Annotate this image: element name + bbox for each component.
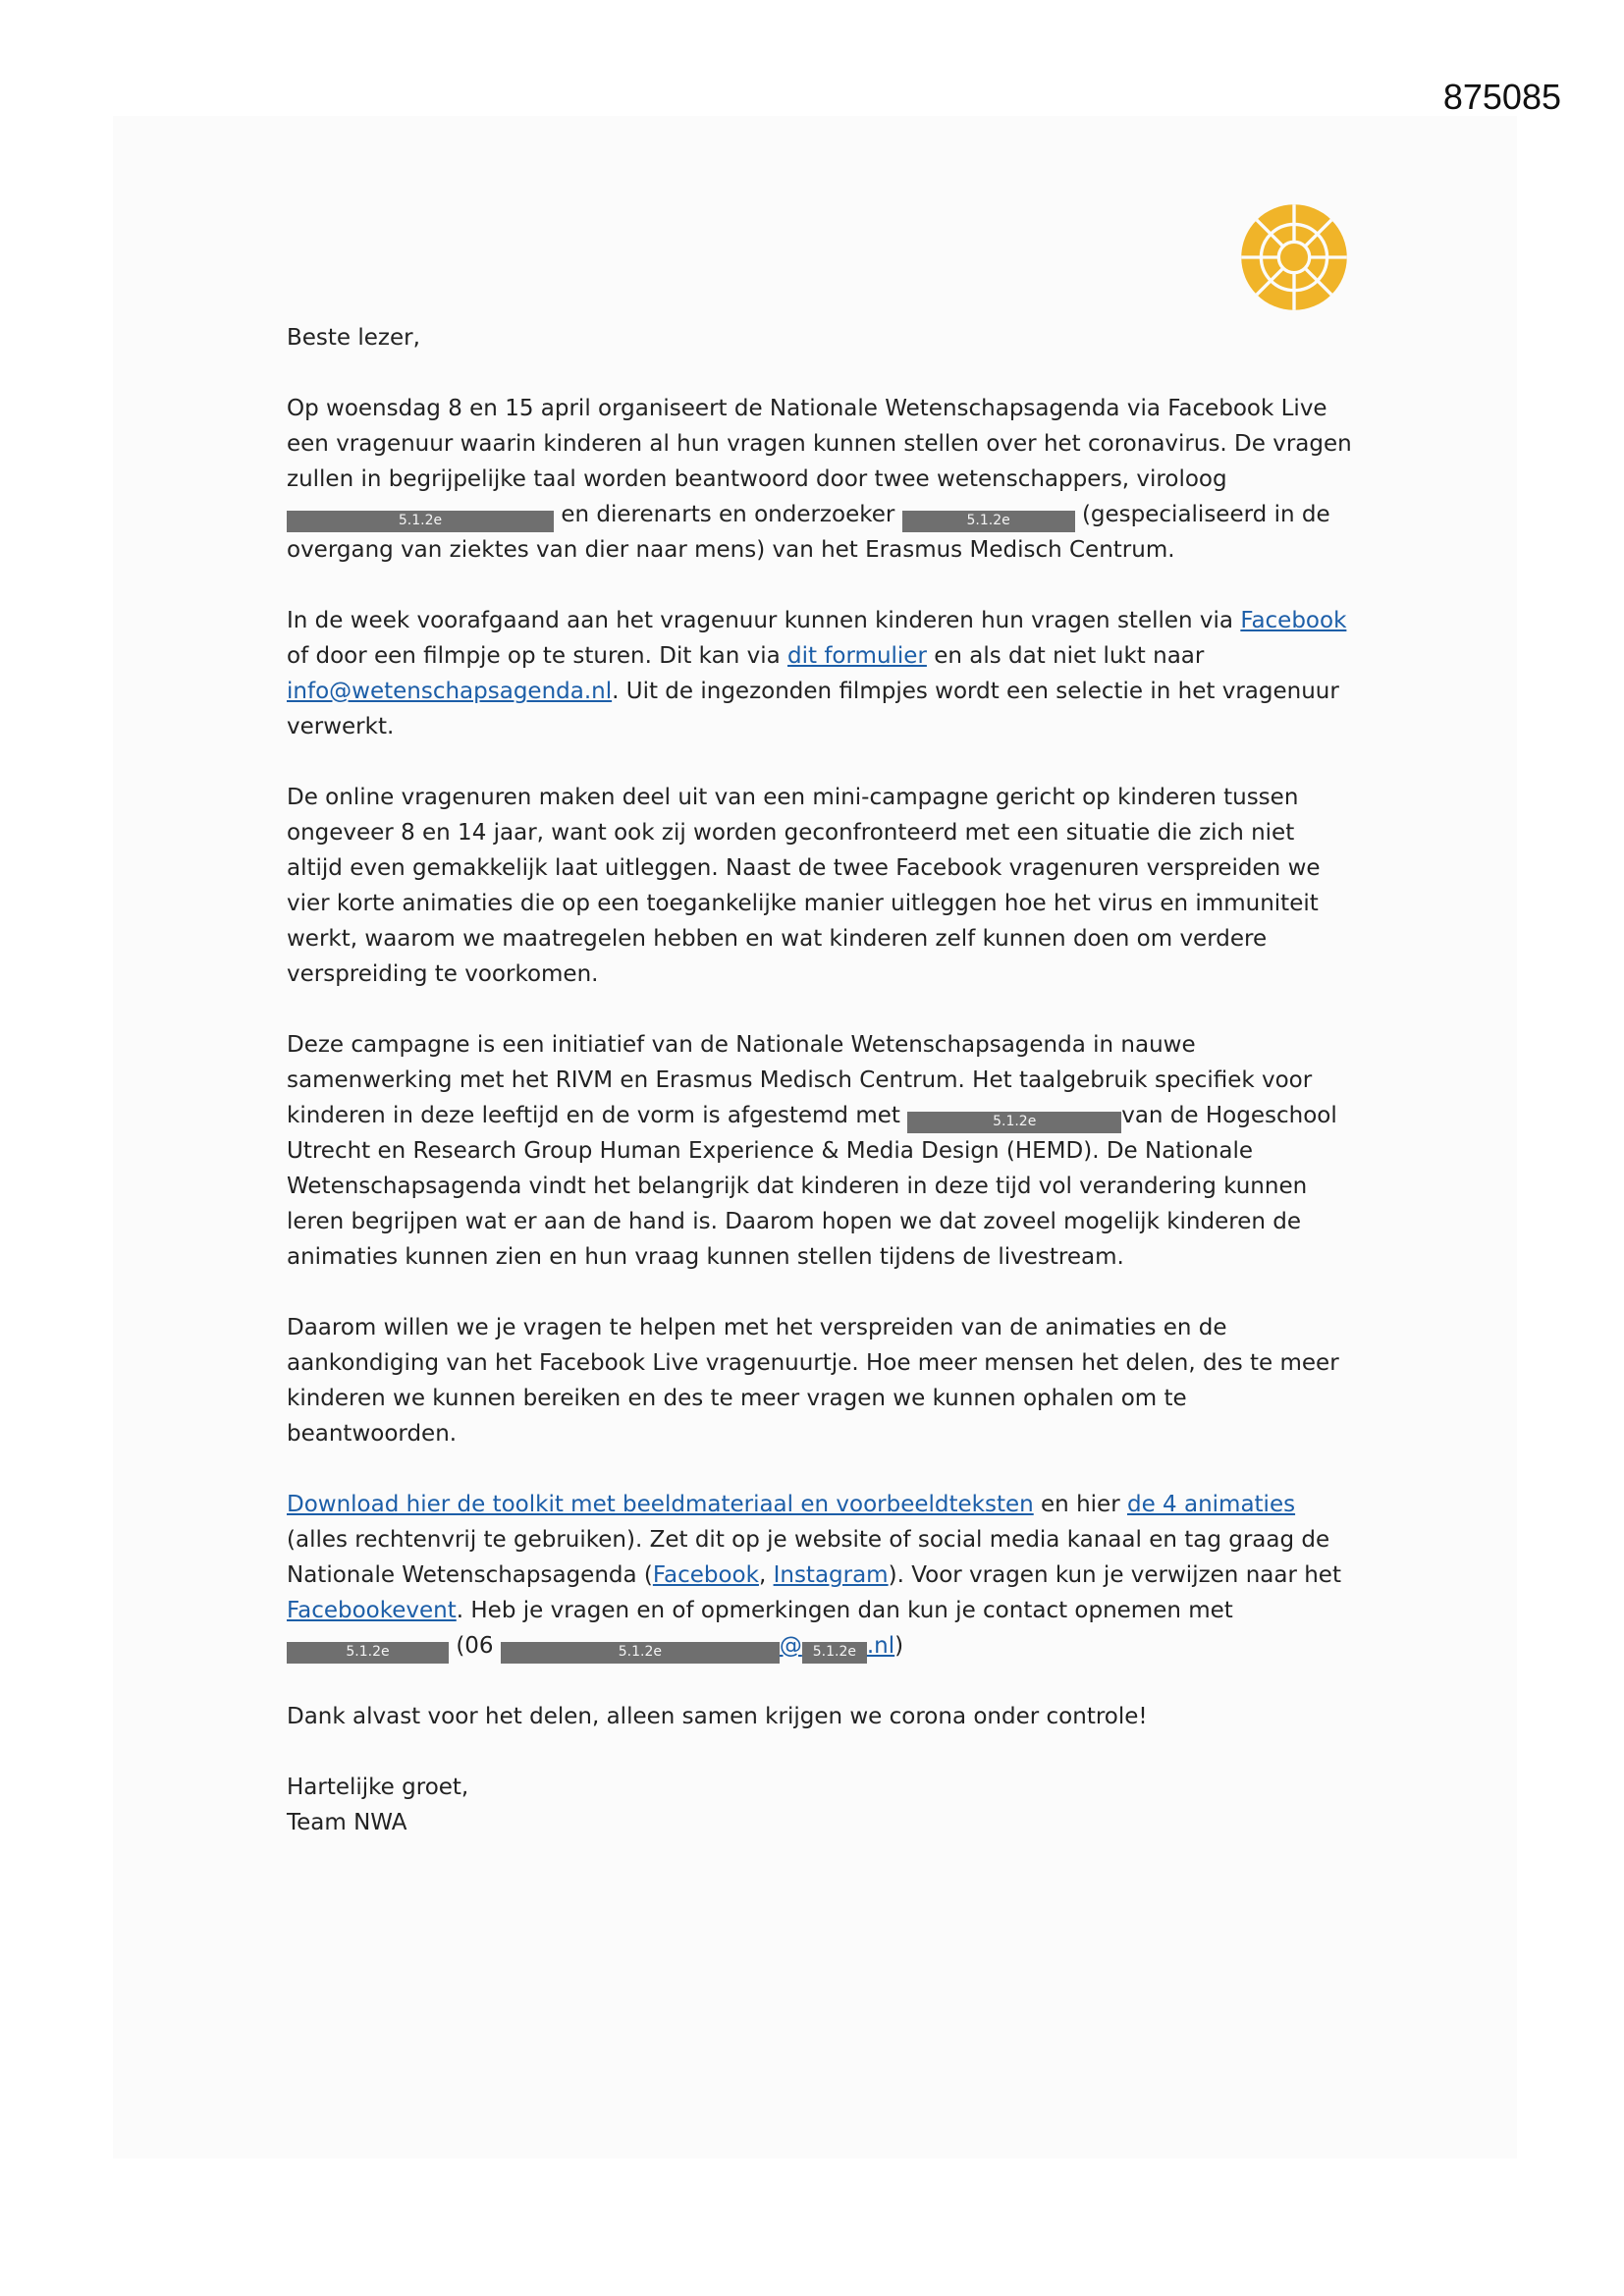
paragraph-toolkit — [287, 1487, 1357, 1664]
paragraph-campaign: De online vragenuren maken deel uit van een mini-campagne gericht op kinderen tussen ongeveer 8 en 14 jaar, want ook zij worden geconfronteerd met een situatie die zich niet altijd even gemakkelijk laat uitleggen. Naast de twee Facebook vragenuren verspreiden we vier korte animaties die op een toegankelijke manier uitleggen hoe het virus en immuniteit werkt, waarom we maatregelen hebben en wat kinderen zelf kunnen doen om verdere verspreiding te voorkomen. — [287, 785, 1321, 987]
email-domain: .nl — [866, 1633, 895, 1659]
facebook-event-link[interactable]: Facebookevent — [287, 1598, 457, 1623]
redaction-box: 5.1.2e — [902, 511, 1075, 532]
paragraph-text: . Heb je vragen en of opmerkingen dan kun je contact opnemen met — [456, 1598, 1233, 1623]
paragraph-initiative — [287, 1027, 1357, 1275]
redaction-box: 5.1.2e — [907, 1112, 1121, 1133]
paragraph-text: of door een filmpje op te sturen. Dit kan via — [287, 643, 781, 669]
paragraph-text: en dierenarts en onderzoeker — [561, 502, 895, 527]
paragraph-text: In de week voorafgaand aan het vragenuur kunnen kinderen hun vragen stellen via — [287, 608, 1234, 633]
paragraph-text: en hier — [1041, 1492, 1120, 1517]
paragraph-questions — [287, 603, 1357, 744]
paragraph-text: (alles rechtenvrij te gebruiken). Zet dit op je website of social media kanaal en tag graag de Nationale Wetenschapsagenda ( — [287, 1527, 1330, 1588]
redaction-box: 5.1.2e — [287, 1642, 449, 1664]
paragraph-text: ). Voor vragen kun je verwijzen naar het — [888, 1562, 1341, 1588]
redaction-box: 5.1.2e — [501, 1642, 780, 1664]
paragraph-text: en als dat niet lukt naar — [934, 643, 1205, 669]
paragraph-text: , — [758, 1562, 767, 1588]
greeting: Beste lezer, — [287, 325, 420, 351]
document-number: 875085 — [1442, 77, 1561, 117]
paragraph-announcement — [287, 391, 1357, 568]
nwa-facebook-link[interactable]: Facebook — [652, 1562, 759, 1588]
toolkit-download-link[interactable]: Download hier de toolkit met beeldmateriaal en voorbeeldteksten — [287, 1492, 1034, 1517]
paragraph-text: Op woensdag 8 en 15 april organiseert de Nationale Wetenschapsagenda via Facebook Live een vragenuur waarin kinderen al hun vragen kunnen stellen over het coronavirus. De vragen zullen in begrijpelijke taal worden beantwoord door twee wetenschappers, viroloog — [287, 396, 1352, 492]
paragraph-text: van de Hogeschool Utrecht en Research Group Human Experience & Media Design (HEMD). De Nationale Wetenschapsagenda vindt het belangrijk dat kinderen in deze tijd vol verandering kunnen leren begrijpen wat er aan de hand is. Daarom hopen we dat zoveel mogelijk kinderen de animaties kunnen zien en hun vraag kunnen stellen tijdens de livestream. — [287, 1103, 1337, 1270]
contact-email-link[interactable] — [780, 1633, 894, 1659]
paragraph-thanks: Dank alvast voor het delen, alleen samen krijgen we corona onder controle! — [287, 1704, 1148, 1729]
animations-link[interactable]: de 4 animaties — [1126, 1492, 1296, 1517]
redaction-box: 5.1.2e — [287, 511, 554, 532]
email-at-sign: @ — [779, 1633, 802, 1659]
closing-line: Hartelijke groet, — [287, 1775, 469, 1800]
paragraph-request: Daarom willen we je vragen te helpen met het verspreiden van de animaties en de aankondiging van het Facebook Live vragenuurtje. Hoe meer mensen het delen, des te meer kinderen we kunnen bereiken en des te meer vragen we kunnen ophalen om te beantwoorden. — [287, 1315, 1339, 1447]
signature: Team NWA — [287, 1810, 407, 1835]
paragraph-text: Deze campagne is een initiatief van de Nationale Wetenschapsagenda in nauwe samenwerking met het RIVM en Erasmus Medisch Centrum. Het taalgebruik specifiek voor kinderen in deze leeftijd en de vorm is afgestemd met — [287, 1032, 1313, 1128]
sign-off — [287, 1770, 1357, 1840]
email-link[interactable]: info@wetenschapsagenda.nl — [287, 679, 613, 704]
paragraph-text: (06 — [456, 1633, 494, 1659]
paragraph-text: (gespecialiseerd in de overgang van ziektes van dier naar mens) van het Erasmus Medisch Centrum. — [287, 502, 1330, 563]
facebook-link[interactable]: Facebook — [1240, 608, 1347, 633]
nwa-logo-icon — [1239, 202, 1349, 312]
paragraph-text: . Uit de ingezonden filmpjes wordt een selectie in het vragenuur verwerkt. — [287, 679, 1339, 739]
letter-body — [287, 320, 1357, 1840]
redaction-box: 5.1.2e — [802, 1642, 867, 1664]
paragraph-text: ) — [894, 1633, 904, 1659]
nwa-instagram-link[interactable]: Instagram — [773, 1562, 889, 1588]
form-link[interactable]: dit formulier — [787, 643, 927, 669]
